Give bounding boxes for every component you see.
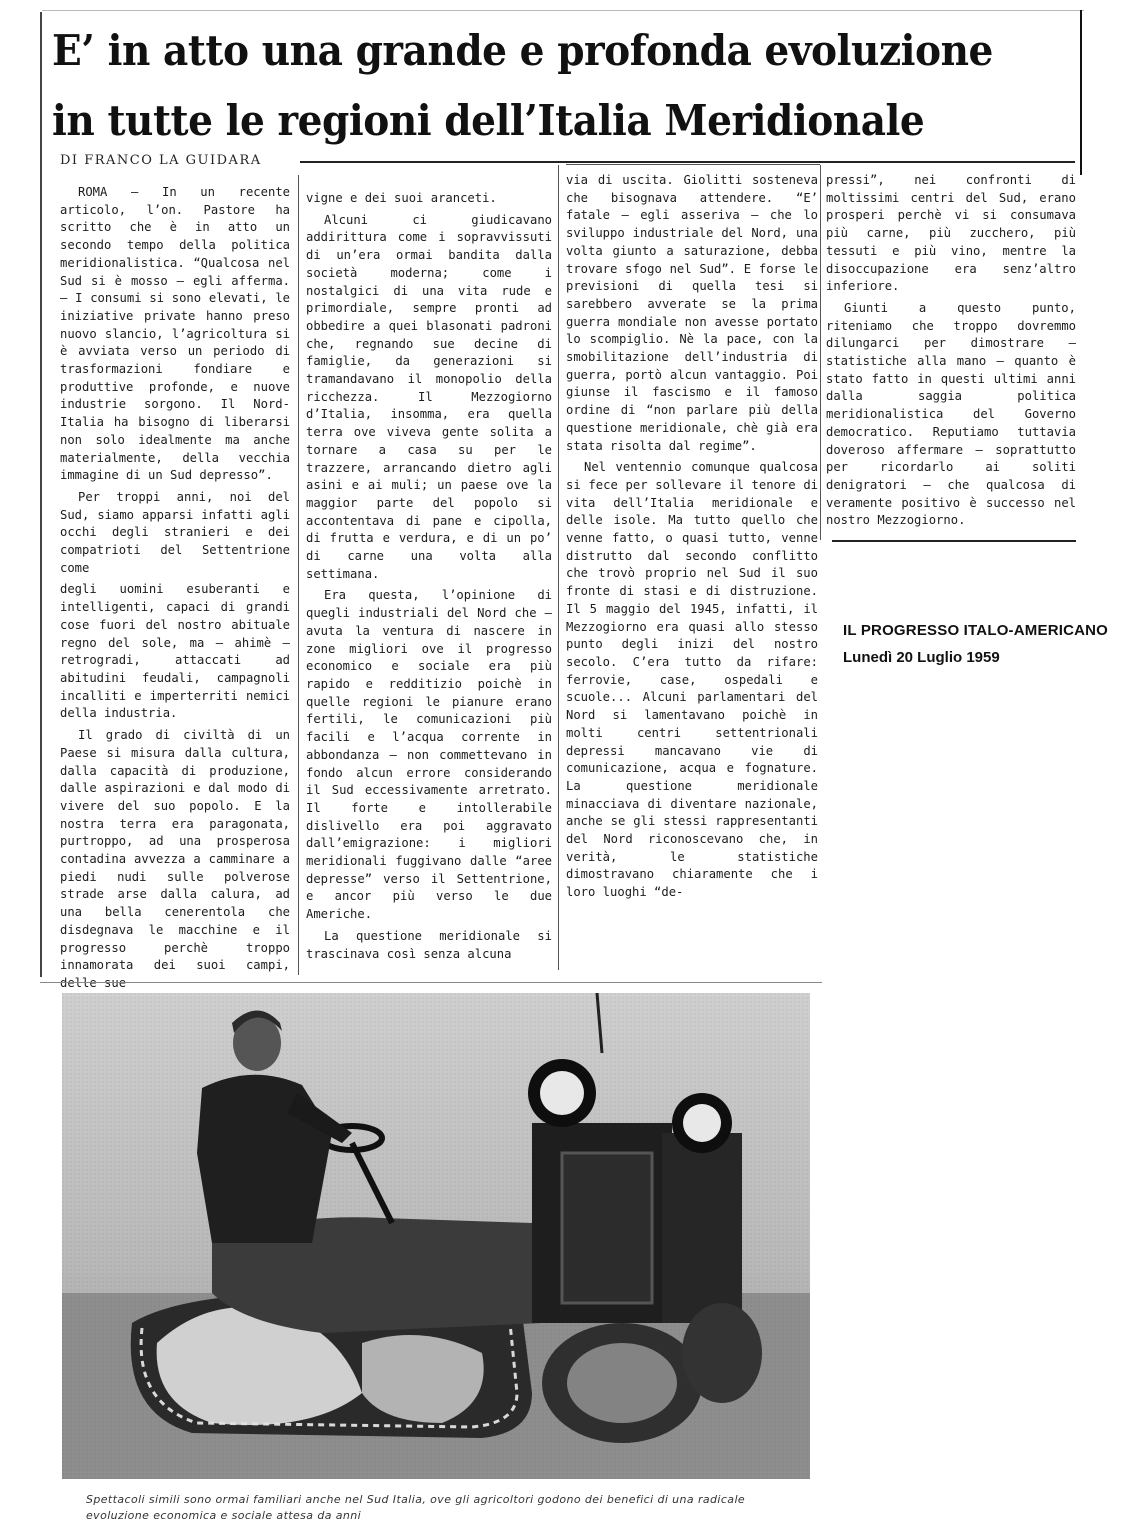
right-frame-line [1080, 10, 1082, 175]
paragraph: Alcuni ci giudicavano addirittura come i sopravvissuti di un’era ormai bandita dalla società moderna; come i nostalgici di una vita rude e primordiale, sempre pronti ad obbedire a quei blasonati padroni che, regnando sue decine di famiglie, da generazioni si tramandavano il monopolio della ricchezza. Il Mezzogiorno d’Italia, insomma, era quella terra ove viveva gente solita a tornare a casa su per le trazzere, arrancando dietro agli asini e ai muli; un paese ove la maggior parte del popolo si accontentava di pane e cipolla, di frutta e verdura, e di un po’ di carne una volta alla settimana. [306, 212, 552, 581]
paragraph: La questione meridionale si trascinava così senza alcuna [306, 928, 552, 961]
column-end-rule [832, 540, 1076, 542]
article-bottom-rule [40, 982, 822, 983]
article-column-4 [826, 172, 1076, 534]
column-divider [558, 165, 559, 970]
article-headline [52, 16, 1072, 156]
paragraph: ROMA — In un recente articolo, l’on. Pastore ha scritto che è in atto un secondo tempo della politica meridionalistica. “Qualcosa nel Sud si è mosso — egli afferma. — I consumi si sono elevati, le iniziative private hanno preso nuovo slancio, l’agricoltura si è avviata verso un periodo di trasformazioni fondiare e produttive profonde, e nuove industrie sorgono. Il Nord-Italia ha bisogno di liberarsi non solo idealmente ma anche materialmente, della vecchia immagine di un Sud depresso”. [60, 185, 290, 483]
paragraph: vigne e dei suoi aranceti. [306, 191, 497, 205]
newspaper-name: IL PROGRESSO ITALO-AMERICANO [843, 622, 1109, 639]
article-column-2 [306, 190, 552, 967]
paragraph: Per troppi anni, noi del Sud, siamo apparsi infatti agli occhi degli stranieri e dei compatrioti del Settentrione come [60, 489, 290, 575]
tractor-illustration [62, 993, 810, 1479]
paragraph: via di uscita. Giolitti sosteneva che bisognava attendere. “E’ fatale — egli asseriva — che lo sviluppo industriale del Nord, una volta giunto a saturazione, debba trovare sfogo nel Sud”. E forse le previsioni di quella tesi si sarebbero avverate se la prima guerra mondiale non avesse portato lo scompiglio. Nè la pace, con la smobilitazione dell’industria di guerra, portò alcun vantaggio. Poi giunse il fascismo e il famoso ordine di “non parlare più della questione meridionale, chè già era stata risolta dal regime”. [566, 173, 818, 453]
headline-line-1: E’ in atto una grande e profonda evoluzione [52, 26, 993, 75]
headline-line-2: in tutte le regioni dell’Italia Meridionale [52, 96, 925, 145]
column-divider [298, 175, 299, 975]
byline-rule [300, 161, 1075, 163]
column-divider [820, 165, 821, 540]
column-top-rule [566, 164, 820, 165]
byline: DI FRANCO LA GUIDARA [60, 153, 270, 168]
photo-caption: Spettacoli simili sono ormai familiari anche nel Sud Italia, ove gli agricoltori godono dei benefici di una radicale evoluzione economica e sociale attesa da anni [86, 1493, 746, 1522]
left-frame-line [40, 12, 42, 977]
masthead [843, 622, 1108, 666]
paragraph: Giunti a questo punto, riteniamo che troppo dovremmo dilungarci per dimostrare — statistiche alla mano — quanto è stato fatto in questi ultimi anni dalla saggia politica meridionalistica del Governo democratico. Reputiamo tuttavia doveroso affermare — soprattutto per ricordarlo ai soliti denigratori — che qualcosa di veramente positivo è successo nel nostro Mezzogiorno. [826, 300, 1076, 528]
paragraph: degli uomini esuberanti e intelligenti, capaci di grandi cose fuori del nostro abituale regno del sole, ma — ahimè — retrogradi, attaccati ad abitudini feudali, campagnoli incalliti e imperterriti nemici della industria. [60, 582, 290, 721]
top-frame-line [42, 10, 1084, 11]
paragraph: Nel ventennio comunque qualcosa si fece per sollevare il tenore di vita dell’Italia meridionale e delle isole. Ma tutto quello che venne fatto, o quasi tutto, venne distrutto dal secondo conflitto che trovò proprio nel Sud il suo fronte di stasi e di distruzione. Il 5 maggio del 1945, infatti, il Mezzogiorno era quasi allo stesso punto degli inizi del nostro secolo. C’era tutto da rifare: ferrovie, case, ospedali e scuole... Alcuni parlamentari del Nord si lamentavano poichè in molti centri settentrionali depressi mancavano vie di comunicazione, acqua e fognature. La questione meridionale minacciava di diventare nazionale, anche se gli stessi rappresentanti del Nord riconoscevano che, in verità, le statistiche dimostravano chiaramente che i loro luoghi “de- [566, 460, 818, 900]
paragraph: pressi”, nei confronti di moltissimi centri del Sud, erano prosperi perchè vi si consumava più carne, più zucchero, più tessuti e più vino, mentre la disoccupazione era senz’altro inferiore. [826, 173, 1076, 294]
article-column-1 [60, 184, 290, 997]
paragraph: Era questa, l’opinione di quegli industriali del Nord che — avuta la ventura di nascere in zone migliori ove il progresso economico e sociale era più rapido e redditizio poichè in quelle regioni le pianure erano fertili, le comunicazioni più facili e l’acqua corrente in abbondanza — non commettevano in fondo alcun errore considerando il Sud eccessivamente arretrato. Il forte e intollerabile dislivello era poi aggravato dall’emigrazione: i migliori meridionali fuggivano dalle “aree depresse” verso il Settentrione, e ancor più verso le due Americhe. [306, 588, 552, 922]
paragraph: Il grado di civiltà di un Paese si misura dalla cultura, dalla capacità di produzione, dalle aspirazioni e dal modo di vivere del suo popolo. E la nostra terra era paragonata, purtroppo, ad una prosperosa contadina avvezza a camminare a piedi nudi sulle polverose strade arse dalla calura, ad una bella cenerentola che disdegnava le macchine e il progresso perchè troppo innamorata dei suoi campi, [60, 728, 290, 973]
tractor-photo [62, 993, 810, 1479]
article-column-3 [566, 172, 818, 906]
publication-date: Lunedì 20 Luglio 1959 [843, 649, 1000, 666]
